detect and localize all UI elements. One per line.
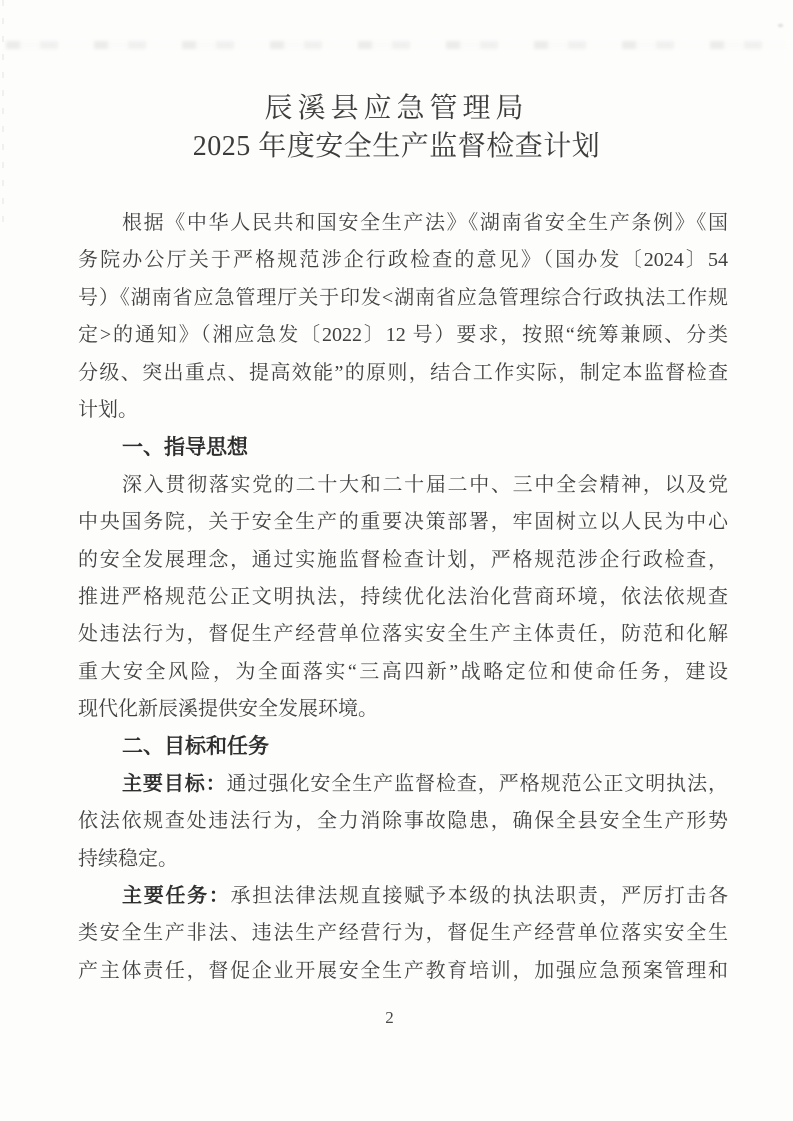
section-heading-1: 一、指导思想 [122,436,248,460]
text-line: 的安全发展理念，通过实施监督检查计划，严格规范涉企行政检查， [78,548,728,571]
text-line: 处违法行为，督促生产经营单位落实安全生产主体责任，防范和化解 [78,623,728,646]
text-line: 根据《中华人民共和国安全生产法》《湖南省安全生产条例》《国 [122,212,728,234]
bold-lead-label: 主要目标： [122,772,227,795]
text-line: 计划。 [78,398,138,421]
text-line: 深入贯彻落实党的二十大和二十届二中、三中全会精神，以及党 [122,473,728,496]
document-title [0,90,793,166]
text-line-segment: 通过强化安全生产监督检查，严格规范公正文明执法， [226,772,728,795]
text-line: 产主体责任，督促企业开展安全生产教育培训，加强应急预案管理和 [78,959,728,982]
text-line: 依法依规查处违法行为，全力消除事故隐患，确保全县安全生产形势 [78,810,728,833]
text-line: 务院办公厅关于严格规范涉企行政检查的意见》（国办发〔2024〕54 [78,249,728,272]
text-line: 定>的通知》（湘应急发〔2022〕12 号）要求，按照“统筹兼顾、分类 [78,324,728,347]
text-line [78,878,728,915]
text-line: 重大安全风险，为全面落实“三高四新”战略定位和使命任务，建设 [78,660,728,683]
text-line: 中央国务院，关于安全生产的重要决策部署，牢固树立以人民为中心 [78,511,728,534]
document-title-line2: 2025 年度安全生产监督检查计划 [192,131,601,162]
text-line: 推进严格规范公正文明执法，持续优化法治化营商环境，依法依规查 [78,585,728,608]
text-line: 持续稳定。 [78,847,178,870]
text-line-segment: 承担法律法规直接赋予本级的执法职责，严厉打击各 [230,885,728,908]
text-line: 分级、突出重点、提高效能”的原则，结合工作实际，制定本监督检查 [78,361,728,384]
document-title-line1: 辰溪县应急管理局 [264,93,529,124]
bold-lead-label: 主要任务： [122,885,231,908]
text-line [78,766,728,803]
page-number: 2 [385,1008,394,1027]
scan-artifact-speck [778,24,783,27]
scan-artifact-band [6,41,787,49]
text-line: 现代化新辰溪提供安全发展环境。 [78,698,378,721]
text-line: 类安全生产非法、违法生产经营行为，督促生产经营单位落实安全生 [78,922,728,945]
document-body [78,205,728,990]
text-line: 号）《湖南省应急管理厅关于印发<湖南省应急管理综合行政执法工作规 [78,286,728,309]
section-heading-2: 二、目标和任务 [122,735,269,759]
